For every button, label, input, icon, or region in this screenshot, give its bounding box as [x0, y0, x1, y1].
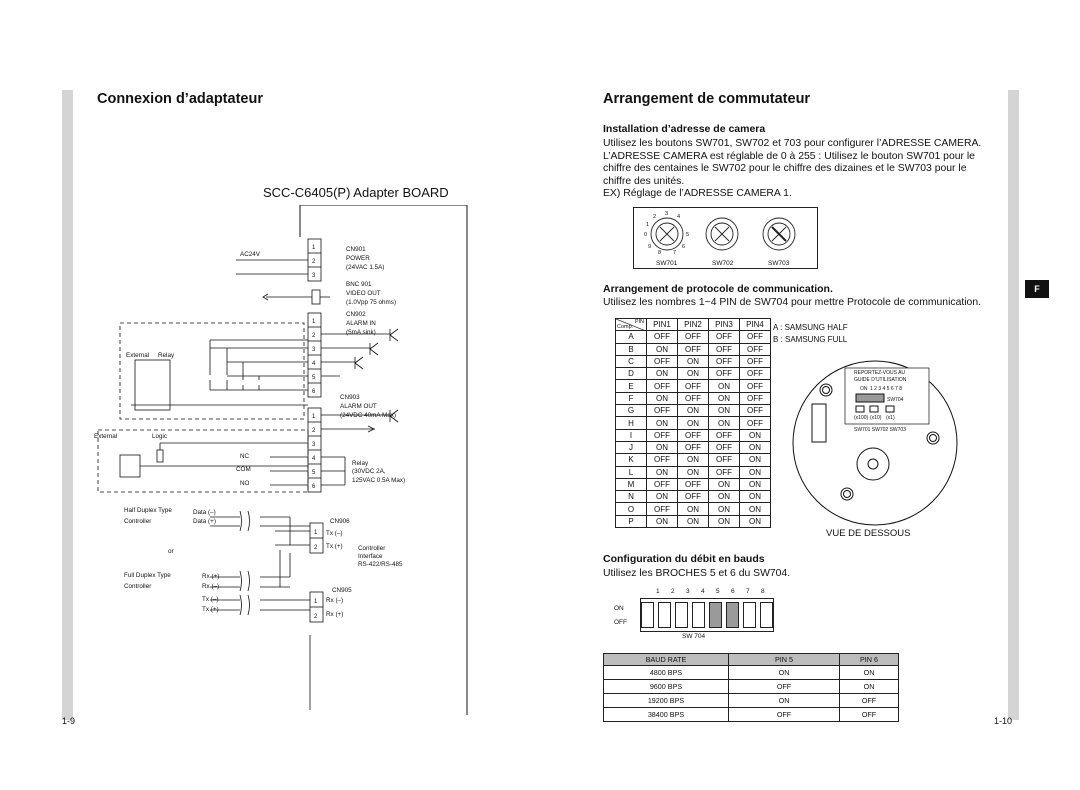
- pin-table-row: [616, 405, 771, 417]
- video-out-spec: (1.0Vpp 75 ohms): [346, 299, 397, 306]
- pin-table-cell: ON: [647, 417, 678, 429]
- pin-table-cell: ON: [740, 466, 771, 478]
- pin-table-cell: ON: [647, 343, 678, 355]
- no-label: NO: [240, 480, 250, 487]
- dip-toggle: [675, 602, 688, 628]
- pin-table-comp: L: [616, 466, 647, 478]
- pin-table-cell: OFF: [740, 331, 771, 343]
- pin-table-cell: ON: [709, 503, 740, 515]
- ac24v-label: AC24V: [240, 251, 260, 258]
- mult-label: (x10): [870, 415, 882, 421]
- pin-table-cell: OFF: [709, 343, 740, 355]
- pin-table-header: PIN2: [678, 319, 709, 331]
- dip-number: 1: [656, 588, 660, 595]
- right-page-title: Arrangement de commutateur: [603, 91, 811, 107]
- dip-toggle: [658, 602, 671, 628]
- pin-table-row: [616, 417, 771, 429]
- dip-switch-sw704: [612, 588, 772, 642]
- pin-table-comp: M: [616, 478, 647, 490]
- pin-table-cell: ON: [647, 515, 678, 527]
- dial-digit: 6: [682, 244, 686, 250]
- alarm-in-label: ALARM IN: [346, 320, 376, 327]
- sw703-label: SW703: [768, 260, 790, 267]
- pin-table-cell: ON: [740, 454, 771, 466]
- baud-table-cell: OFF: [840, 708, 899, 722]
- baud-table-cell: ON: [840, 666, 899, 680]
- pin-label: 2: [312, 333, 316, 339]
- pin-table-row: [616, 368, 771, 380]
- baud-header: PIN 5: [729, 654, 840, 666]
- pin-table-cell: OFF: [647, 331, 678, 343]
- pin-table-cell: ON: [678, 368, 709, 380]
- pin-label: 2: [314, 545, 318, 551]
- pin-table-cell: ON: [678, 503, 709, 515]
- cn903-label: CN903: [340, 394, 360, 401]
- pin-table-cell: OFF: [740, 417, 771, 429]
- baud-table-cell: 19200 BPS: [604, 694, 729, 708]
- cn905-rx-plus: Rx (+): [326, 611, 344, 618]
- pin-table-cell: ON: [740, 503, 771, 515]
- pin-table-row: [616, 454, 771, 466]
- baud-table-cell: 4800 BPS: [604, 666, 729, 680]
- pin-table-cell: ON: [678, 355, 709, 367]
- wiring-diagram: [90, 205, 470, 715]
- pin-table-row: [616, 429, 771, 441]
- baud-table-cell: OFF: [729, 708, 840, 722]
- pin-table-row: [616, 343, 771, 355]
- pin-label: 1: [314, 599, 318, 605]
- pin-label: 2: [312, 428, 316, 434]
- pin-table-cell: OFF: [740, 405, 771, 417]
- address-text-line: chiffre des unités.: [603, 175, 685, 187]
- or-label: or: [168, 548, 174, 555]
- baud-table-cell: OFF: [840, 694, 899, 708]
- pin-table-cell: ON: [740, 515, 771, 527]
- legend-samsung-full: B : SAMSUNG FULL: [773, 335, 848, 344]
- bottom-on-numbers: 1 2 3 4 5 6 7 8: [870, 386, 902, 392]
- half-duplex-controller: Controller: [124, 518, 152, 525]
- pin-label: 1: [314, 530, 318, 536]
- mult-label: (x1): [886, 415, 895, 421]
- pin-label: 5: [312, 470, 316, 476]
- cn901-label: CN901: [346, 246, 366, 253]
- cn906-label: CN906: [330, 518, 350, 525]
- pin-table-cell: OFF: [678, 441, 709, 453]
- external-relay-label: External: [126, 352, 150, 359]
- com-label: COM: [236, 466, 251, 473]
- baud-table-cell: 9600 BPS: [604, 680, 729, 694]
- external-logic-label: External: [94, 433, 118, 440]
- protocol-section-text: Utilisez les nombres 1~4 PIN de SW704 pour mettre Protocole de communication.: [603, 297, 981, 308]
- address-text-line: Utilisez les boutons SW701, SW702 et 703 pour configurer l’ADRESSE CAMERA.: [603, 138, 982, 149]
- rotary-switch-panel: [633, 207, 818, 269]
- dial-digit: 2: [653, 214, 657, 220]
- bottom-sw704-label: SW704: [887, 397, 904, 403]
- protocol-pin-table: [615, 318, 771, 528]
- left-page-number: 1-9: [62, 716, 76, 726]
- pin-table-cell: ON: [647, 392, 678, 404]
- alarm-in-spec: (5mA sink): [346, 329, 376, 336]
- tx-minus-label: Tx (–): [202, 596, 219, 603]
- language-tab-f: F: [1025, 280, 1049, 298]
- pin-table-cell: OFF: [647, 503, 678, 515]
- pin-table-cell: OFF: [740, 343, 771, 355]
- pin-table-row: [616, 441, 771, 453]
- bottom-sw-labels: SW701 SW702 SW703: [854, 427, 906, 433]
- baud-table-row: [604, 708, 899, 722]
- controller-interface-2: Interface: [358, 553, 383, 560]
- pin-table-cell: OFF: [647, 355, 678, 367]
- sw701-label: SW701: [656, 260, 678, 267]
- pin-table-cell: ON: [678, 454, 709, 466]
- data-plus-label: Data (+): [193, 518, 216, 525]
- pin-table-cell: ON: [678, 417, 709, 429]
- pin-table-cell: ON: [678, 466, 709, 478]
- pin-table-cell: OFF: [709, 368, 740, 380]
- pin-table-comp: I: [616, 429, 647, 441]
- dip-number: 6: [731, 588, 735, 595]
- pin-table-corner: [616, 319, 647, 331]
- dip-number: 7: [746, 588, 750, 595]
- dip-number-row: [652, 588, 772, 598]
- pin-table-row: [616, 515, 771, 527]
- dial-digit: 3: [665, 211, 669, 217]
- pin-table-cell: ON: [709, 515, 740, 527]
- pin-table-row: [616, 478, 771, 490]
- bottom-view-caption: VUE DE DESSOUS: [826, 528, 911, 539]
- tx-plus-label: Tx (+): [202, 606, 219, 613]
- pin-table-cell: OFF: [647, 478, 678, 490]
- pin-table-row: [616, 491, 771, 503]
- relay-label: Relay: [352, 460, 369, 467]
- address-section-heading: Installation d’adresse de camera: [603, 123, 766, 135]
- pin-label: 1: [312, 319, 316, 325]
- pin-table-cell: OFF: [647, 380, 678, 392]
- pin-table-cell: OFF: [678, 429, 709, 441]
- bnc901-label: BNC 901: [346, 281, 372, 288]
- pin-label: 5: [312, 375, 316, 381]
- baud-section-heading: Configuration du débit en bauds: [603, 553, 765, 565]
- pin-table-row: [616, 466, 771, 478]
- pin-table-comp: H: [616, 417, 647, 429]
- dip-toggle: [641, 602, 654, 628]
- pin-table-cell: OFF: [647, 454, 678, 466]
- dial-digit: 9: [648, 244, 652, 250]
- mult-label: (x100): [854, 415, 869, 421]
- pin-table-comp: D: [616, 368, 647, 380]
- pin-label: 1: [312, 245, 316, 251]
- pin-label: 6: [312, 389, 316, 395]
- nc-label: NC: [240, 453, 250, 460]
- full-duplex-label: Full Duplex Type: [124, 572, 171, 579]
- pin-table-row: [616, 355, 771, 367]
- pin-label: 1: [312, 414, 316, 420]
- pin-table-comp: B: [616, 343, 647, 355]
- baud-table-cell: OFF: [729, 680, 840, 694]
- cn905-label: CN905: [332, 587, 352, 594]
- bottom-note-2: GUIDE D’UTILISATION: [854, 377, 907, 383]
- rx-plus-label: Rx (+): [202, 573, 220, 580]
- pin-label: 3: [312, 273, 316, 279]
- dial-digit: 5: [686, 232, 690, 238]
- address-example: EX) Réglage de l’ADRESSE CAMERA 1.: [603, 188, 792, 199]
- pin-table-cell: ON: [740, 478, 771, 490]
- pin-table-cell: OFF: [709, 454, 740, 466]
- pin-label: 4: [312, 456, 316, 462]
- relay-spec-1: (30VDC 2A,: [352, 468, 386, 475]
- cn906-tx-minus: Tx (–): [326, 530, 343, 537]
- baud-table-cell: ON: [729, 694, 840, 708]
- baud-header: PIN 6: [840, 654, 899, 666]
- alarm-out-spec: (24VDC 40mA Max): [340, 412, 396, 419]
- dip-toggle: [709, 602, 722, 628]
- data-minus-label: Data (–): [193, 509, 216, 516]
- baud-rate-table: [603, 653, 899, 722]
- pin-table-cell: ON: [647, 441, 678, 453]
- pin-table-cell: ON: [709, 417, 740, 429]
- pin-table-cell: ON: [740, 441, 771, 453]
- pin-label: 3: [312, 347, 316, 353]
- pin-label: 2: [312, 259, 316, 265]
- pin-table-cell: ON: [709, 380, 740, 392]
- dial-digit: 0: [644, 232, 648, 238]
- dip-number: 4: [701, 588, 705, 595]
- pin-table-cell: OFF: [678, 491, 709, 503]
- baud-table-cell: ON: [729, 666, 840, 680]
- pin-table-cell: OFF: [709, 466, 740, 478]
- corner-bottom-label: Comp.: [617, 324, 634, 331]
- pin-table-cell: ON: [709, 405, 740, 417]
- dip-name: SW 704: [682, 633, 706, 640]
- dip-off-label: OFF: [614, 619, 627, 626]
- dip-toggle: [726, 602, 739, 628]
- pin-table-cell: OFF: [709, 355, 740, 367]
- sw702-label: SW702: [712, 260, 734, 267]
- pin-table-comp: E: [616, 380, 647, 392]
- pin-table-cell: OFF: [678, 380, 709, 392]
- dip-body: [640, 598, 774, 632]
- pin-table-cell: ON: [678, 515, 709, 527]
- video-out-label: VIDEO OUT: [346, 290, 381, 297]
- pin-table-cell: OFF: [740, 380, 771, 392]
- dip-number: 5: [716, 588, 720, 595]
- right-margin-bar: [1008, 90, 1019, 720]
- protocol-section-heading: Arrangement de protocole de communication.: [603, 283, 833, 295]
- pin-table-cell: ON: [678, 405, 709, 417]
- pin-table-cell: ON: [709, 478, 740, 490]
- pin-table-cell: OFF: [709, 429, 740, 441]
- rx-minus-label: Rx (–): [202, 583, 220, 590]
- controller-interface-3: RS-422/RS-485: [358, 561, 403, 568]
- dip-number: 3: [686, 588, 690, 595]
- pin-table-header: PIN4: [740, 319, 771, 331]
- pin-table-cell: ON: [647, 466, 678, 478]
- pin-table-comp: C: [616, 355, 647, 367]
- pin-table-cell: OFF: [740, 392, 771, 404]
- corner-top-label: PIN: [634, 319, 644, 325]
- pin-table-row: [616, 392, 771, 404]
- dip-toggle: [692, 602, 705, 628]
- bottom-on-label: ON: [860, 386, 868, 392]
- pin-table-comp: G: [616, 405, 647, 417]
- pin-table-header: PIN3: [709, 319, 740, 331]
- power-spec: (24VAC 1.5A): [346, 264, 385, 271]
- pin-label: 3: [312, 442, 316, 448]
- pin-table-cell: OFF: [709, 441, 740, 453]
- relay-box-label: Relay: [158, 352, 175, 359]
- left-page-title: Connexion d’adaptateur: [97, 91, 263, 107]
- baud-table-row: [604, 666, 899, 680]
- baud-table-row: [604, 680, 899, 694]
- pin-table-cell: ON: [647, 491, 678, 503]
- cn905-rx-minus: Rx (–): [326, 597, 344, 604]
- pin-table-comp: O: [616, 503, 647, 515]
- pin-table-cell: OFF: [678, 331, 709, 343]
- camera-bottom-view: [790, 358, 960, 528]
- pin-table-cell: OFF: [678, 343, 709, 355]
- address-section-text: [603, 138, 1003, 201]
- address-text-line: chiffre des centaines le SW702 pour le chiffre des dizaines et le SW703 pour le: [603, 163, 967, 174]
- pin-table-cell: OFF: [678, 478, 709, 490]
- logic-label: Logic: [152, 433, 168, 440]
- pin-table-comp: P: [616, 515, 647, 527]
- baud-table-cell: 38400 BPS: [604, 708, 729, 722]
- right-page-number: 1-10: [994, 716, 1013, 726]
- half-duplex-label: Half Duplex Type: [124, 507, 172, 514]
- pin-table-comp: A: [616, 331, 647, 343]
- pin-table-comp: J: [616, 441, 647, 453]
- dial-digit: 1: [646, 222, 650, 228]
- baud-table-cell: ON: [840, 680, 899, 694]
- baud-table-row: [604, 694, 899, 708]
- pin-table-cell: ON: [647, 368, 678, 380]
- legend-samsung-half: A : SAMSUNG HALF: [773, 323, 848, 332]
- dip-toggle: [743, 602, 756, 628]
- pin-label: 4: [312, 361, 316, 367]
- board-title: SCC-C6405(P) Adapter BOARD: [263, 185, 449, 200]
- dial-digit: 7: [673, 250, 677, 256]
- pin-table-cell: ON: [709, 392, 740, 404]
- controller-interface-1: Controller: [358, 545, 386, 552]
- relay-spec-2: 125VAC 0.5A Max): [352, 477, 406, 484]
- pin-table-cell: ON: [740, 491, 771, 503]
- pin-table-row: [616, 380, 771, 392]
- pin-label: 6: [312, 484, 316, 490]
- alarm-out-label: ALARM OUT: [340, 403, 377, 410]
- cn902-label: CN902: [346, 311, 366, 318]
- dial-digit: 8: [658, 250, 662, 256]
- pin-table-cell: OFF: [647, 405, 678, 417]
- pin-table-cell: ON: [709, 491, 740, 503]
- power-label: POWER: [346, 255, 370, 262]
- pin-table-cell: OFF: [709, 331, 740, 343]
- pin-table-comp: F: [616, 392, 647, 404]
- pin-table-cell: ON: [740, 429, 771, 441]
- pin-table-cell: OFF: [647, 429, 678, 441]
- cn906-tx-plus: Tx (+): [326, 543, 343, 550]
- dial-digit: 4: [677, 214, 681, 220]
- baud-section-text: Utilisez les BROCHES 5 et 6 du SW704.: [603, 568, 791, 579]
- pin-table-row: [616, 503, 771, 515]
- pin-table-row: [616, 331, 771, 343]
- pin-table-cell: OFF: [740, 368, 771, 380]
- dip-toggle: [760, 602, 773, 628]
- pin-table-cell: OFF: [678, 392, 709, 404]
- baud-header: BAUD RATE: [604, 654, 729, 666]
- dip-on-label: ON: [614, 605, 624, 612]
- pin-table-header: PIN1: [647, 319, 678, 331]
- pin-label: 2: [314, 614, 318, 620]
- pin-table-cell: OFF: [740, 355, 771, 367]
- address-text-line: L’ADRESSE CAMERA est réglable de 0 à 255 : Utilisez le bouton SW701 pour le: [603, 150, 975, 162]
- pin-table-comp: K: [616, 454, 647, 466]
- dip-number: 2: [671, 588, 675, 595]
- bottom-note-1: REPORTEZ-VOUS AU: [854, 370, 906, 376]
- left-margin-bar: [62, 90, 73, 720]
- full-duplex-controller: Controller: [124, 583, 152, 590]
- dip-number: 8: [761, 588, 765, 595]
- pin-table-comp: N: [616, 491, 647, 503]
